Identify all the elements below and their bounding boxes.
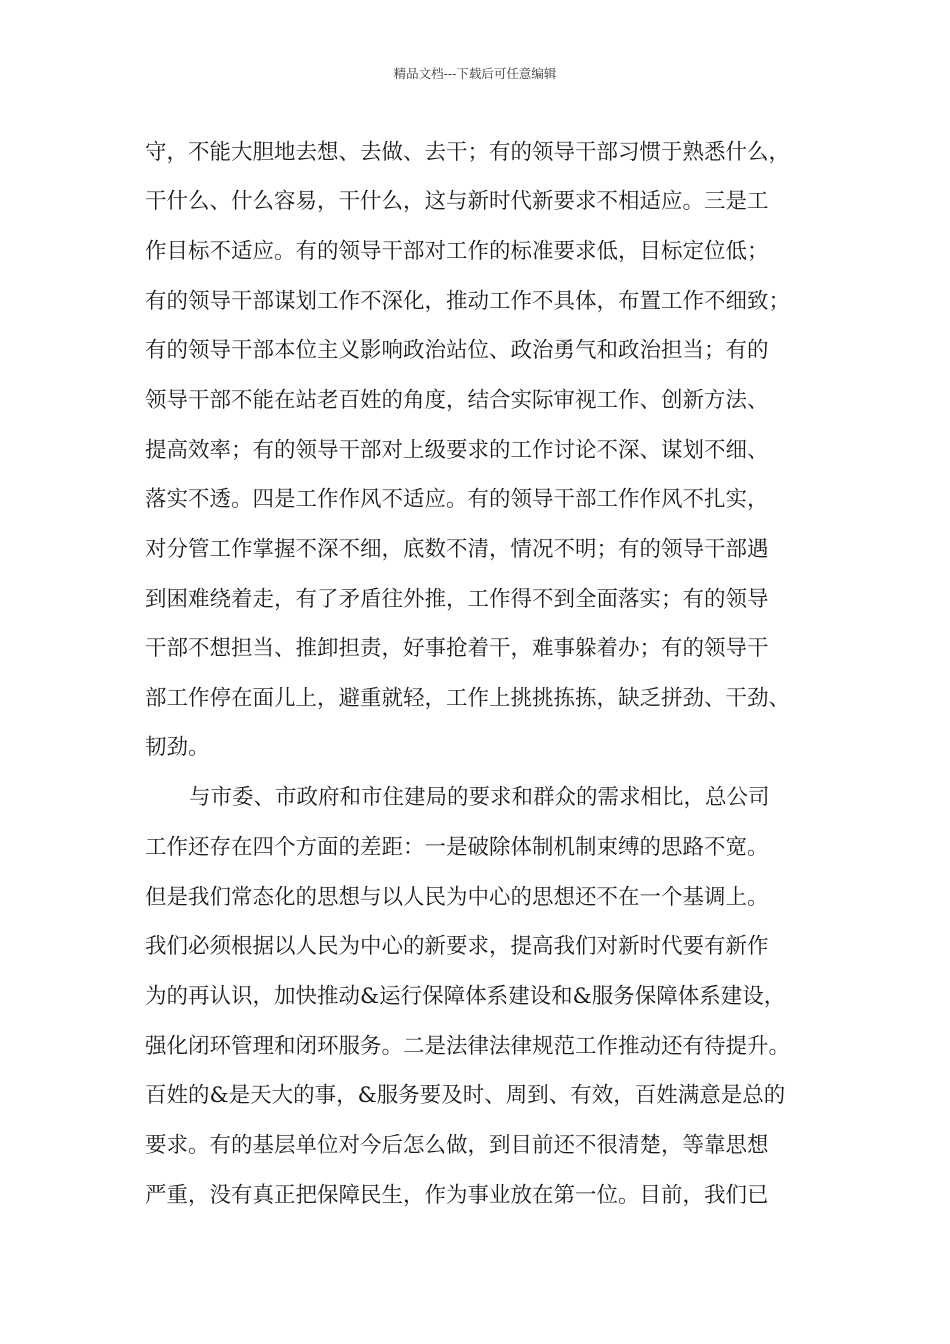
text-line: 为的再认识，加快推动&运行保障体系建设和&服务保障体系建设， bbox=[145, 984, 786, 1009]
text-line: 守，不能大胆地去想、去做、去干；有的领导干部习惯于熟悉什么， bbox=[145, 140, 791, 165]
text-line: 提高效率；有的领导干部对上级要求的工作讨论不深、谋划不细、 bbox=[145, 438, 769, 463]
paragraph-first-line: 与市委、市政府和市住建局的要求和群众的需求相比，总公司 bbox=[189, 785, 770, 810]
text-line: 干部不想担当、推卸担责，好事抢着干，难事躲着办；有的领导干 bbox=[145, 636, 769, 661]
text-line: 部工作停在面儿上，避重就轻，工作上挑挑拣拣，缺乏拼劲、干劲、 bbox=[145, 686, 791, 711]
text-line: 有的领导干部本位主义影响政治站位、政治勇气和政治担当；有的 bbox=[145, 338, 769, 363]
text-line: 但是我们常态化的思想与以人民为中心的思想还不在一个基调上。 bbox=[145, 885, 769, 910]
text-line: 干什么、什么容易，干什么，这与新时代新要求不相适应。三是工 bbox=[145, 189, 769, 214]
text-line: 对分管工作掌握不深不细，底数不清，情况不明；有的领导干部遇 bbox=[145, 537, 769, 562]
text-line: 百姓的&是天大的事，&服务要及时、周到、有效，百姓满意是总的 bbox=[145, 1083, 786, 1108]
text-line: 韧劲。 bbox=[145, 735, 210, 760]
text-line: 落实不透。四是工作作风不适应。有的领导干部工作作风不扎实， bbox=[145, 487, 769, 512]
text-line: 强化闭环管理和闭环服务。二是法律法律规范工作推动还有待提升。 bbox=[145, 1034, 791, 1059]
text-line: 严重，没有真正把保障民生，作为事业放在第一位。目前，我们已 bbox=[145, 1183, 769, 1208]
text-line: 我们必须根据以人民为中心的新要求，提高我们对新时代要有新作 bbox=[145, 934, 769, 959]
text-line: 工作还存在四个方面的差距：一是破除体制机制束缚的思路不宽。 bbox=[145, 835, 769, 860]
text-line: 作目标不适应。有的领导干部对工作的标准要求低，目标定位低； bbox=[145, 239, 769, 264]
text-line: 要求。有的基层单位对今后怎么做，到目前还不很清楚，等靠思想 bbox=[145, 1133, 769, 1158]
text-line: 到困难绕着走，有了矛盾往外推，工作得不到全面落实；有的领导 bbox=[145, 587, 769, 612]
page-header: 精品文档---下载后可任意编辑 bbox=[393, 66, 557, 81]
text-line: 领导干部不能在站老百姓的角度，结合实际审视工作、创新方法、 bbox=[145, 388, 769, 413]
text-line: 有的领导干部谋划工作不深化，推动工作不具体，布置工作不细致； bbox=[145, 289, 791, 314]
